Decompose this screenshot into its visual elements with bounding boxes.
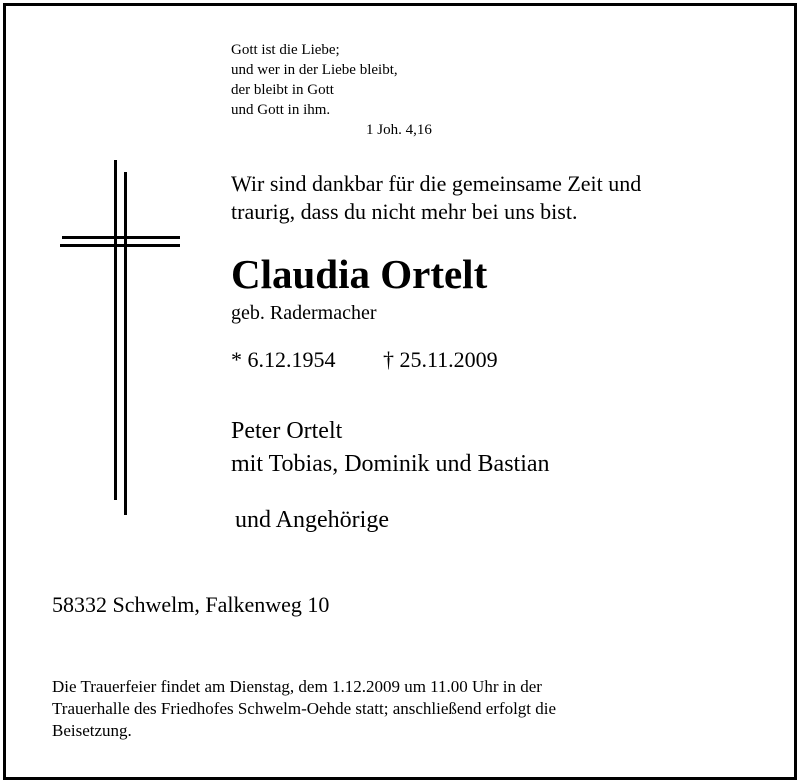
funeral-notice [52,676,556,742]
verse-line: der bleibt in Gott [231,82,334,98]
life-dates [231,346,498,374]
gratitude-text [231,170,641,226]
gratitude-line: Wir sind dankbar für die gemeinsame Zeit und [231,171,642,196]
mourner-line: Peter Ortelt [231,418,343,444]
verse-line: und Gott in ihm. [231,102,331,118]
verse-reference: 1 Joh. 4,16 [366,122,432,138]
verse-line: und wer in der Liebe bleibt, [231,62,398,78]
deceased-name: Claudia Ortelt [231,251,488,297]
notice-line: Die Trauerfeier findet am Dienstag, dem 1.12.2009 um 11.00 Uhr in der [52,677,542,696]
death-date: † 25.11.2009 [383,347,498,372]
verse-line: Gott ist die Liebe; [231,42,340,58]
birth-date: * 6.12.1954 [231,347,336,372]
mourner-line: mit Tobias, Dominik und Bastian [231,451,550,477]
notice-line: Beisetzung. [52,721,132,740]
notice-line: Trauerhalle des Friedhofes Schwelm-Oehde statt; anschließend erfolgt die [52,699,557,718]
cross-icon [60,160,182,520]
relatives-line: und Angehörige [235,507,389,533]
mourners [231,415,550,481]
address: 58332 Schwelm, Falkenweg 10 [52,592,330,617]
gratitude-line: traurig, dass du nicht mehr bei uns bist. [231,199,578,224]
maiden-name: geb. Radermacher [231,302,377,324]
bible-verse [231,40,398,120]
